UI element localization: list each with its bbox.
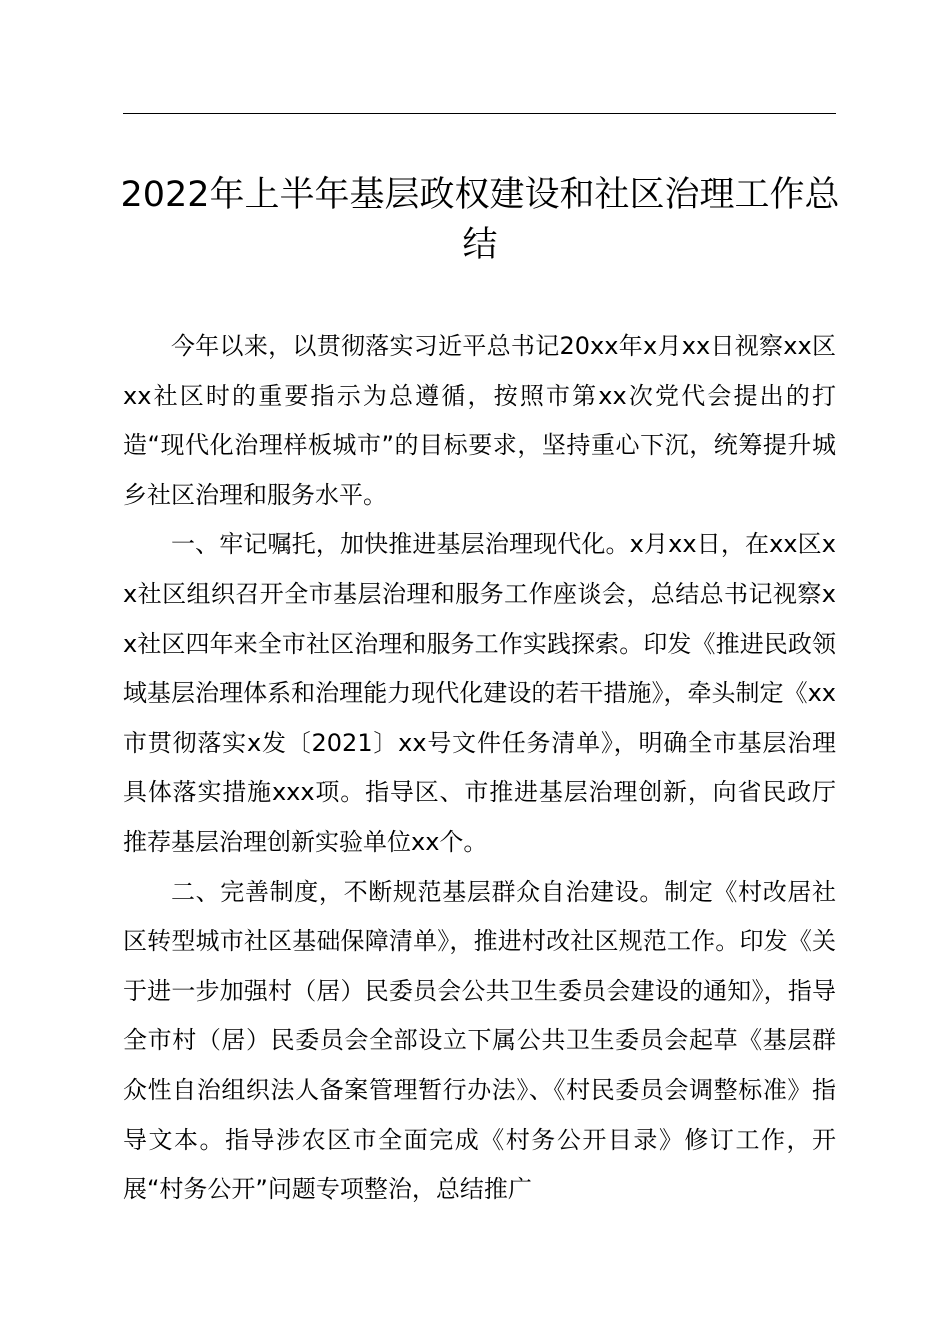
paragraph-section-2: 二、完善制度，不断规范基层群众自治建设。制定《村改居社区转型城市社区基础保障清单》，推进村改社区规范工作。印发《关于进一步加强村（居）民委员会公共卫生委员会建设的通知》，指导全市村（居）民委员会全部设立下属公共卫生委员会起草《基层群众性自治组织法人备案管理暂行办法》、《村民委员会调整标准》指导文本。指导涉农区市全面完成《村务公开目录》修订工作，开展“村务公开”问题专项整治，总结推广 [123, 877, 836, 1204]
document-body [123, 322, 836, 1215]
document-title: 2022年上半年基层政权建设和社区治理工作总结 [120, 175, 840, 265]
header-rule [123, 113, 836, 114]
paragraph-intro: 今年以来，以贯彻落实习近平总书记20xx年x月xx日视察xx区xx社区时的重要指示为总遵循，按照市第xx次党代会提出的打造“现代化治理样板城市”的目标要求，坚持重心下沉，统筹提升城乡社区治理和服务水平。 [123, 332, 836, 509]
paragraph-section-1: 一、牢记嘱托，加快推进基层治理现代化。x月xx日，在xx区xx社区组织召开全市基层治理和服务工作座谈会，总结总书记视察xx社区四年来全市社区治理和服务工作实践探索。印发《推进民政领域基层治理体系和治理能力现代化建设的若干措施》，牵头制定《xx市贯彻落实x发〔2021〕xx号文件任务清单》，明确全市基层治理具体落实措施xxx项。指导区、市推进基层治理创新，向省民政厅推荐基层治理创新实验单位xx个。 [123, 530, 836, 856]
